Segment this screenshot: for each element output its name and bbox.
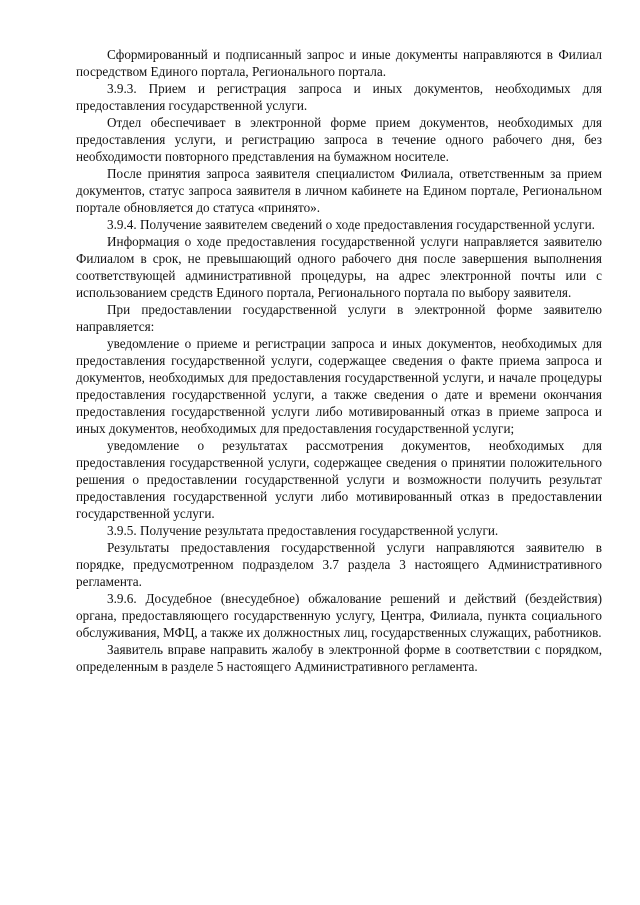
section-3-9-6-heading: 3.9.6. Досудебное (внесудебное) обжалование решений и действий (бездействия) органа, предоставляющего государственную услугу, Центра, Филиала, пункта социального обслуживания, МФЦ, а также их должностных лиц, государственных служащих, работников. xyxy=(76,591,602,640)
paragraph-notifications-intro: При предоставлении государственной услуги в электронной форме заявителю направляется: xyxy=(76,302,602,334)
document-page xyxy=(76,46,602,675)
paragraph-complaint: Заявитель вправе направить жалобу в электронной форме в соответствии с порядком, определенным в разделе 5 настоящего Административного регламента. xyxy=(76,642,602,674)
paragraph-electronic-intake: Отдел обеспечивает в электронной форме прием документов, необходимых для предоставления услуги, и регистрацию запроса в течение одного рабочего дня, без необходимости повторного представления на бумажном носителе. xyxy=(76,115,602,164)
paragraph-results-delivery: Результаты предоставления государственной услуги направляются заявителю в порядке, предусмотренном подразделом 3.7 раздела 3 настоящего Административного регламента. xyxy=(76,540,602,589)
section-3-9-3-heading: 3.9.3. Прием и регистрация запроса и иных документов, необходимых для предоставления государственной услуги. xyxy=(76,81,602,113)
list-item-result-notice: уведомление о результатах рассмотрения документов, необходимых для предоставления государственной услуги, содержащее сведения о принятии положительного решения о предоставлении государственной услуги и возможности получить результат предоставления государственной услуги либо мотивированный отказ в предоставлении государственной услуги. xyxy=(76,438,602,521)
paragraph-progress-info: Информация о ходе предоставления государственной услуги направляется заявителю Филиалом в срок, не превышающий одного рабочего дня после завершения выполнения соответствующей административной процедуры, на адрес электронной почты или с использованием средств Единого портала, Регионального портала по выбору заявителя. xyxy=(76,234,602,300)
paragraph-status-update: После принятия запроса заявителя специалистом Филиала, ответственным за прием документов, статус запроса заявителя в личном кабинете на Едином портале, Региональном портале обновляется до статуса «принято». xyxy=(76,166,602,215)
section-3-9-4-heading: 3.9.4. Получение заявителем сведений о ходе предоставления государственной услуги. xyxy=(107,217,595,232)
list-item-intake-notice: уведомление о приеме и регистрации запроса и иных документов, необходимых для предоставления государственной услуги, содержащее сведения о факте приема запроса и документов, необходимых для предоставления государственной услуги, и начале процедуры предоставления государственной услуги, а также сведения о дате и времени окончания предоставления государственной услуги либо мотивированный отказ в приеме запроса и иных документов, необходимых для предоставления государственной услуги; xyxy=(76,336,602,436)
paragraph-submission: Сформированный и подписанный запрос и иные документы направляются в Филиал посредством Единого портала, Регионального портала. xyxy=(76,47,602,79)
section-3-9-5-heading: 3.9.5. Получение результата предоставления государственной услуги. xyxy=(107,523,499,538)
